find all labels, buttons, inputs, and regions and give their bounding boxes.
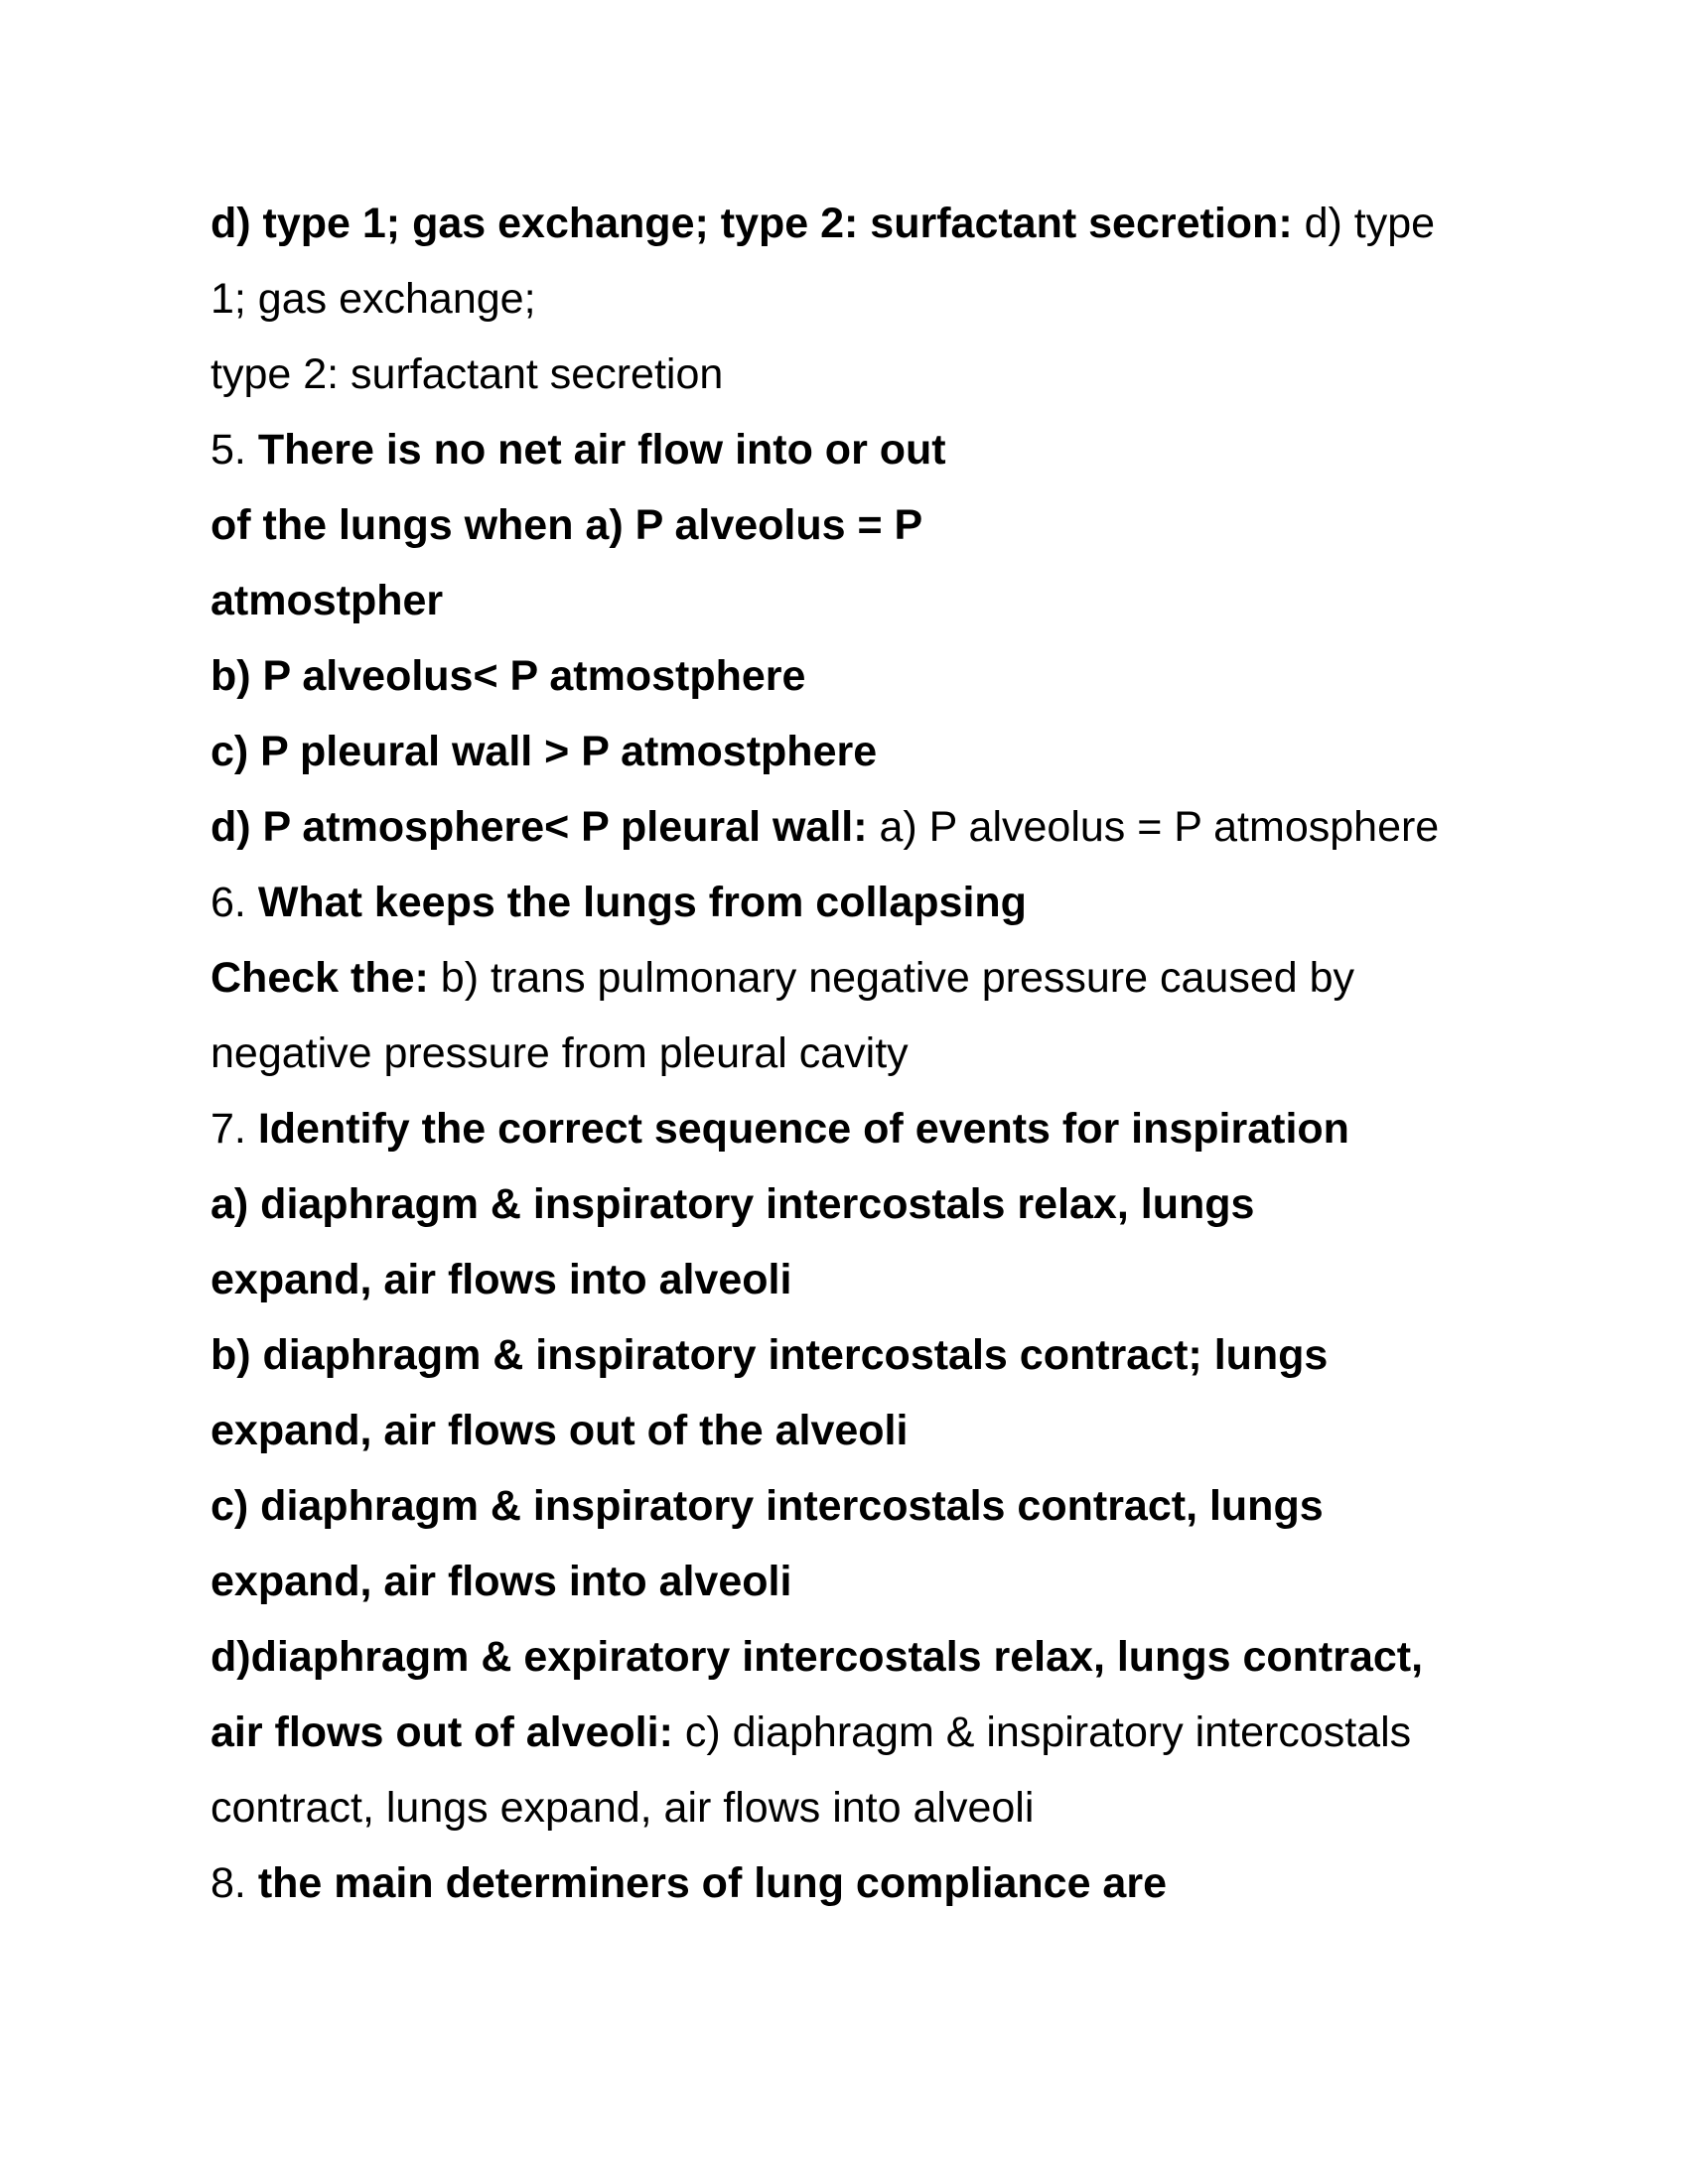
answer-text: type 2: surfactant secretion xyxy=(211,350,724,398)
option-text: d)diaphragm & expiratory intercostals relax, lungs contract, xyxy=(211,1633,1424,1681)
answer-text: c) diaphragm & inspiratory intercostals xyxy=(672,1708,1412,1756)
text-line xyxy=(211,801,1439,853)
answer-text: d) type xyxy=(1292,200,1436,247)
text-line xyxy=(211,273,536,325)
answer-text: a) P alveolus = P atmosphere xyxy=(867,803,1440,851)
text-line xyxy=(211,1405,908,1456)
question-text: atmostpher xyxy=(211,577,444,624)
text-line xyxy=(211,1782,1034,1834)
question-number: 8. xyxy=(211,1859,246,1907)
text-line xyxy=(211,1556,791,1607)
question-text: d) type 1; gas exchange; type 2: surfactant secretion: xyxy=(211,200,1293,247)
text-line xyxy=(211,650,805,702)
question-text: of the lungs when a) P alveolus = P xyxy=(211,501,923,549)
text-line xyxy=(211,726,877,777)
text-line xyxy=(211,1254,791,1305)
option-text: air flows out of alveoli: xyxy=(211,1708,673,1756)
question-text: Check the: xyxy=(211,954,429,1002)
question-text: Identify the correct sequence of events for inspiration xyxy=(245,1105,1349,1153)
text-line xyxy=(211,1480,1324,1532)
option-text: expand, air flows out of the alveoli xyxy=(211,1407,909,1454)
text-line xyxy=(211,952,1354,1004)
option-text: expand, air flows into alveoli xyxy=(211,1256,792,1303)
text-line xyxy=(211,1631,1423,1683)
answer-text: b) trans pulmonary negative pressure caused by xyxy=(428,954,1355,1002)
text-line xyxy=(211,348,723,400)
question-text: What keeps the lungs from collapsing xyxy=(245,879,1027,926)
option-text: a) diaphragm & inspiratory intercostals relax, lungs xyxy=(211,1180,1255,1228)
answer-text: 1; gas exchange; xyxy=(211,275,536,323)
option-text: d) P atmosphere< P pleural wall: xyxy=(211,803,868,851)
text-line xyxy=(211,877,1027,928)
text-line xyxy=(211,1329,1328,1381)
text-line xyxy=(211,198,1435,249)
text-line xyxy=(211,1706,1411,1758)
question-number: 5. xyxy=(211,426,246,474)
question-number: 6. xyxy=(211,879,246,926)
option-text: expand, air flows into alveoli xyxy=(211,1558,792,1605)
option-text: c) P pleural wall > P atmostphere xyxy=(211,728,878,775)
question-text: There is no net air flow into or out xyxy=(245,426,946,474)
text-line xyxy=(211,499,922,551)
answer-text: negative pressure from pleural cavity xyxy=(211,1029,909,1077)
text-line xyxy=(211,1857,1167,1909)
text-line xyxy=(211,1027,909,1079)
text-line xyxy=(211,424,946,476)
question-number: 7. xyxy=(211,1105,246,1153)
question-text: the main determiners of lung compliance are xyxy=(245,1859,1167,1907)
text-line xyxy=(211,575,443,626)
text-line xyxy=(211,1178,1254,1230)
text-line xyxy=(211,1103,1349,1155)
option-text: b) P alveolus< P atmostphere xyxy=(211,652,806,700)
option-text: b) diaphragm & inspiratory intercostals contract; lungs xyxy=(211,1331,1329,1379)
option-text: c) diaphragm & inspiratory intercostals contract, lungs xyxy=(211,1482,1324,1530)
answer-text: contract, lungs expand, air flows into alveoli xyxy=(211,1784,1035,1832)
